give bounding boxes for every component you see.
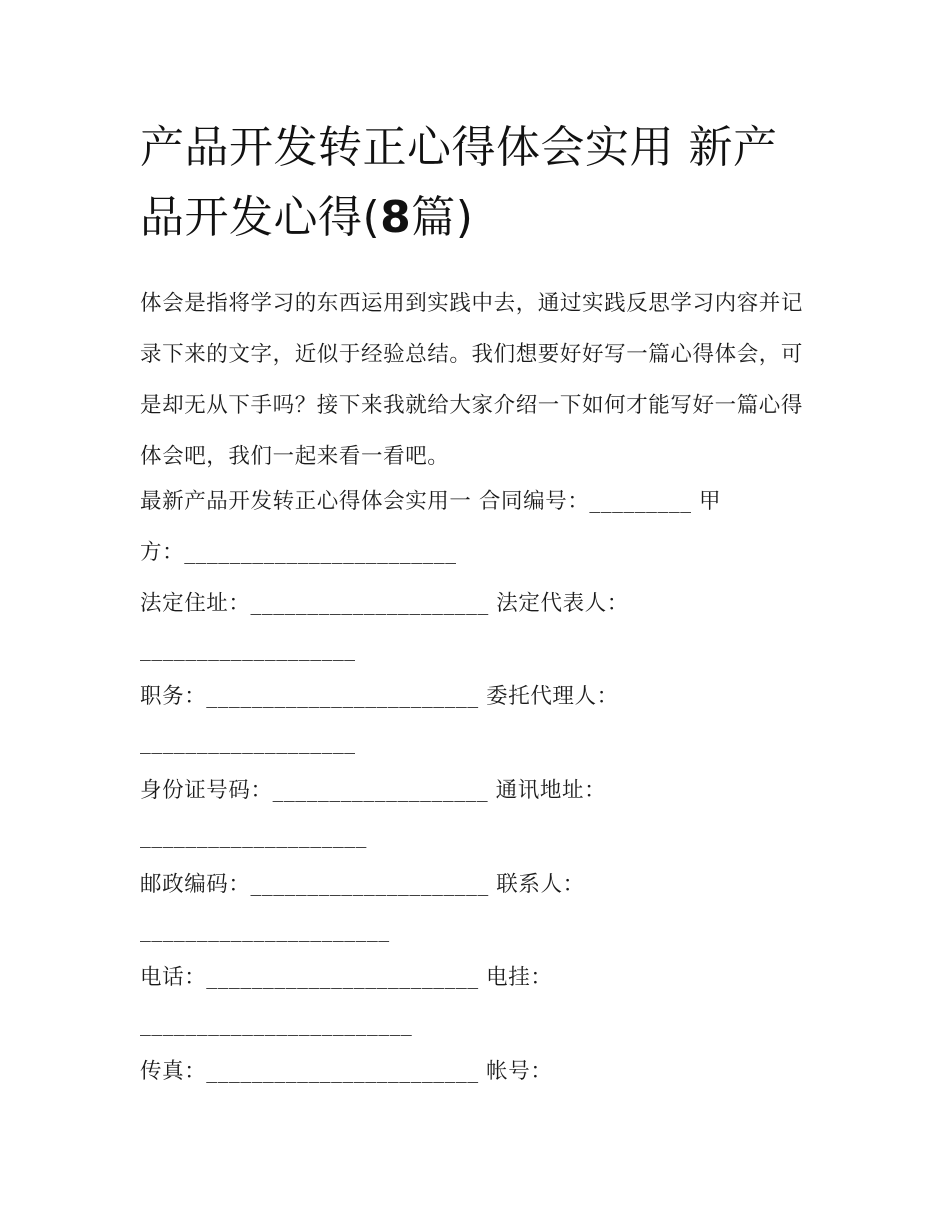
title-text-part1: 产品开发转正心得体会实用 新产品开发心得( (140, 122, 778, 243)
contract-line-6: ___________________ (140, 730, 356, 755)
contract-line-10: ______________________ (140, 918, 390, 943)
contract-line-7: 身份证号码：___________________ 通讯地址： (140, 778, 607, 803)
title-text-bold: 8 (380, 192, 412, 243)
contract-line-1: 最新产品开发转正心得体会实用一 合同编号：_________ 甲 (140, 489, 722, 514)
contract-line-12: ________________________ (140, 1012, 413, 1037)
document-title (140, 113, 820, 253)
contract-line-4: ___________________ (140, 637, 356, 662)
contract-line-3: 法定住址：_____________________ 法定代表人： (140, 591, 629, 616)
contract-line-5: 职务：________________________ 委托代理人： (140, 684, 619, 709)
contract-line-13: 传真：________________________ 帐号： (140, 1059, 553, 1084)
contract-line-9: 邮政编码：_____________________ 联系人： (140, 872, 585, 897)
contract-line-2: 方：________________________ (140, 540, 457, 565)
title-text-part2: 篇) (411, 192, 474, 243)
contract-line-11: 电话：________________________ 电挂： (140, 965, 553, 990)
intro-paragraph: 体会是指将学习的东西运用到实践中去，通过实践反思学习内容并记录下来的文字，近似于经验总结。我们想要好好写一篇心得体会，可是却无从下手吗？接下来我就给大家介绍一下如何才能写好一篇心得体会吧，我们一起来看一看吧。 (140, 291, 804, 469)
contract-line-8: ____________________ (140, 824, 367, 849)
